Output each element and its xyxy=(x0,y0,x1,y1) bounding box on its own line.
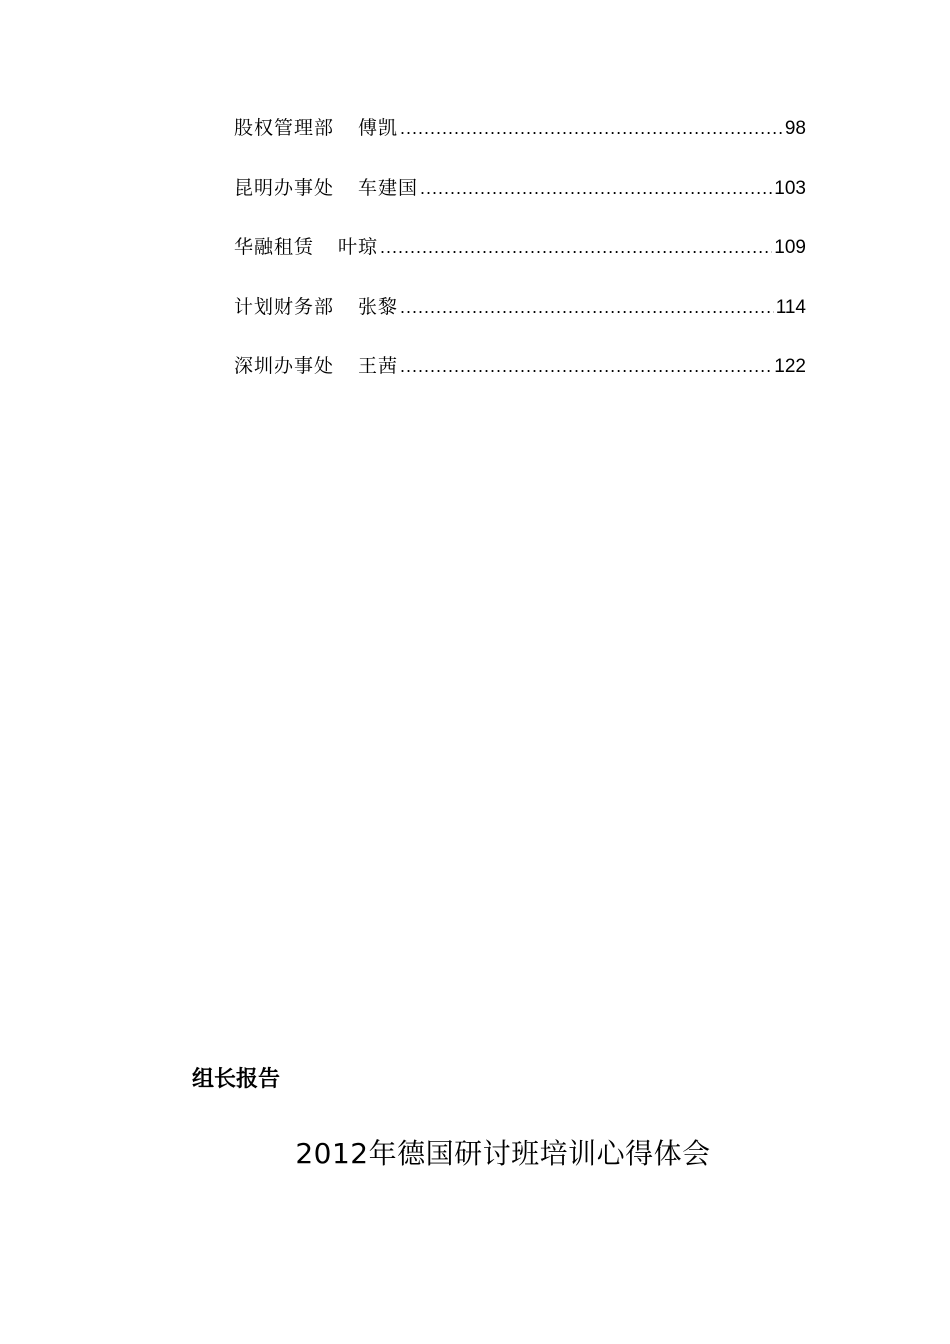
toc-entry-page-number: 109 xyxy=(774,237,806,258)
toc-entry-author: 张黎 xyxy=(358,295,399,318)
toc-dot-leader xyxy=(400,291,774,323)
toc-entry-page-number: 103 xyxy=(774,177,806,199)
document-title: 2012年德国研讨班培训心得体会 xyxy=(295,1137,711,1170)
toc-entry[interactable] xyxy=(234,112,806,172)
toc-dot-leader xyxy=(400,350,772,382)
toc-entry-department: 股权管理部 xyxy=(234,117,335,139)
table-of-contents xyxy=(234,112,806,410)
section-label: 组长报告 xyxy=(192,1067,281,1092)
toc-dot-leader xyxy=(380,231,772,263)
toc-entry-page-number: 98 xyxy=(784,118,806,139)
toc-dot-leader xyxy=(400,112,783,144)
toc-entry[interactable] xyxy=(234,172,806,232)
toc-entry-author: 傅凯 xyxy=(358,117,399,139)
toc-entry-department: 计划财务部 xyxy=(234,295,335,318)
toc-entry-author: 车建国 xyxy=(358,176,419,199)
toc-entry-department: 昆明办事处 xyxy=(234,176,335,199)
toc-entry-page-number: 122 xyxy=(774,356,806,377)
toc-dot-leader xyxy=(420,172,772,204)
toc-entry[interactable] xyxy=(234,231,806,291)
toc-entry-department: 华融租赁 xyxy=(234,236,315,258)
toc-entry-page-number: 114 xyxy=(775,296,806,318)
toc-entry-author: 王茜 xyxy=(358,355,399,377)
toc-entry[interactable] xyxy=(234,291,806,351)
toc-entry-author: 叶琼 xyxy=(338,236,379,258)
toc-entry[interactable] xyxy=(234,350,806,410)
toc-entry-department: 深圳办事处 xyxy=(234,355,335,377)
